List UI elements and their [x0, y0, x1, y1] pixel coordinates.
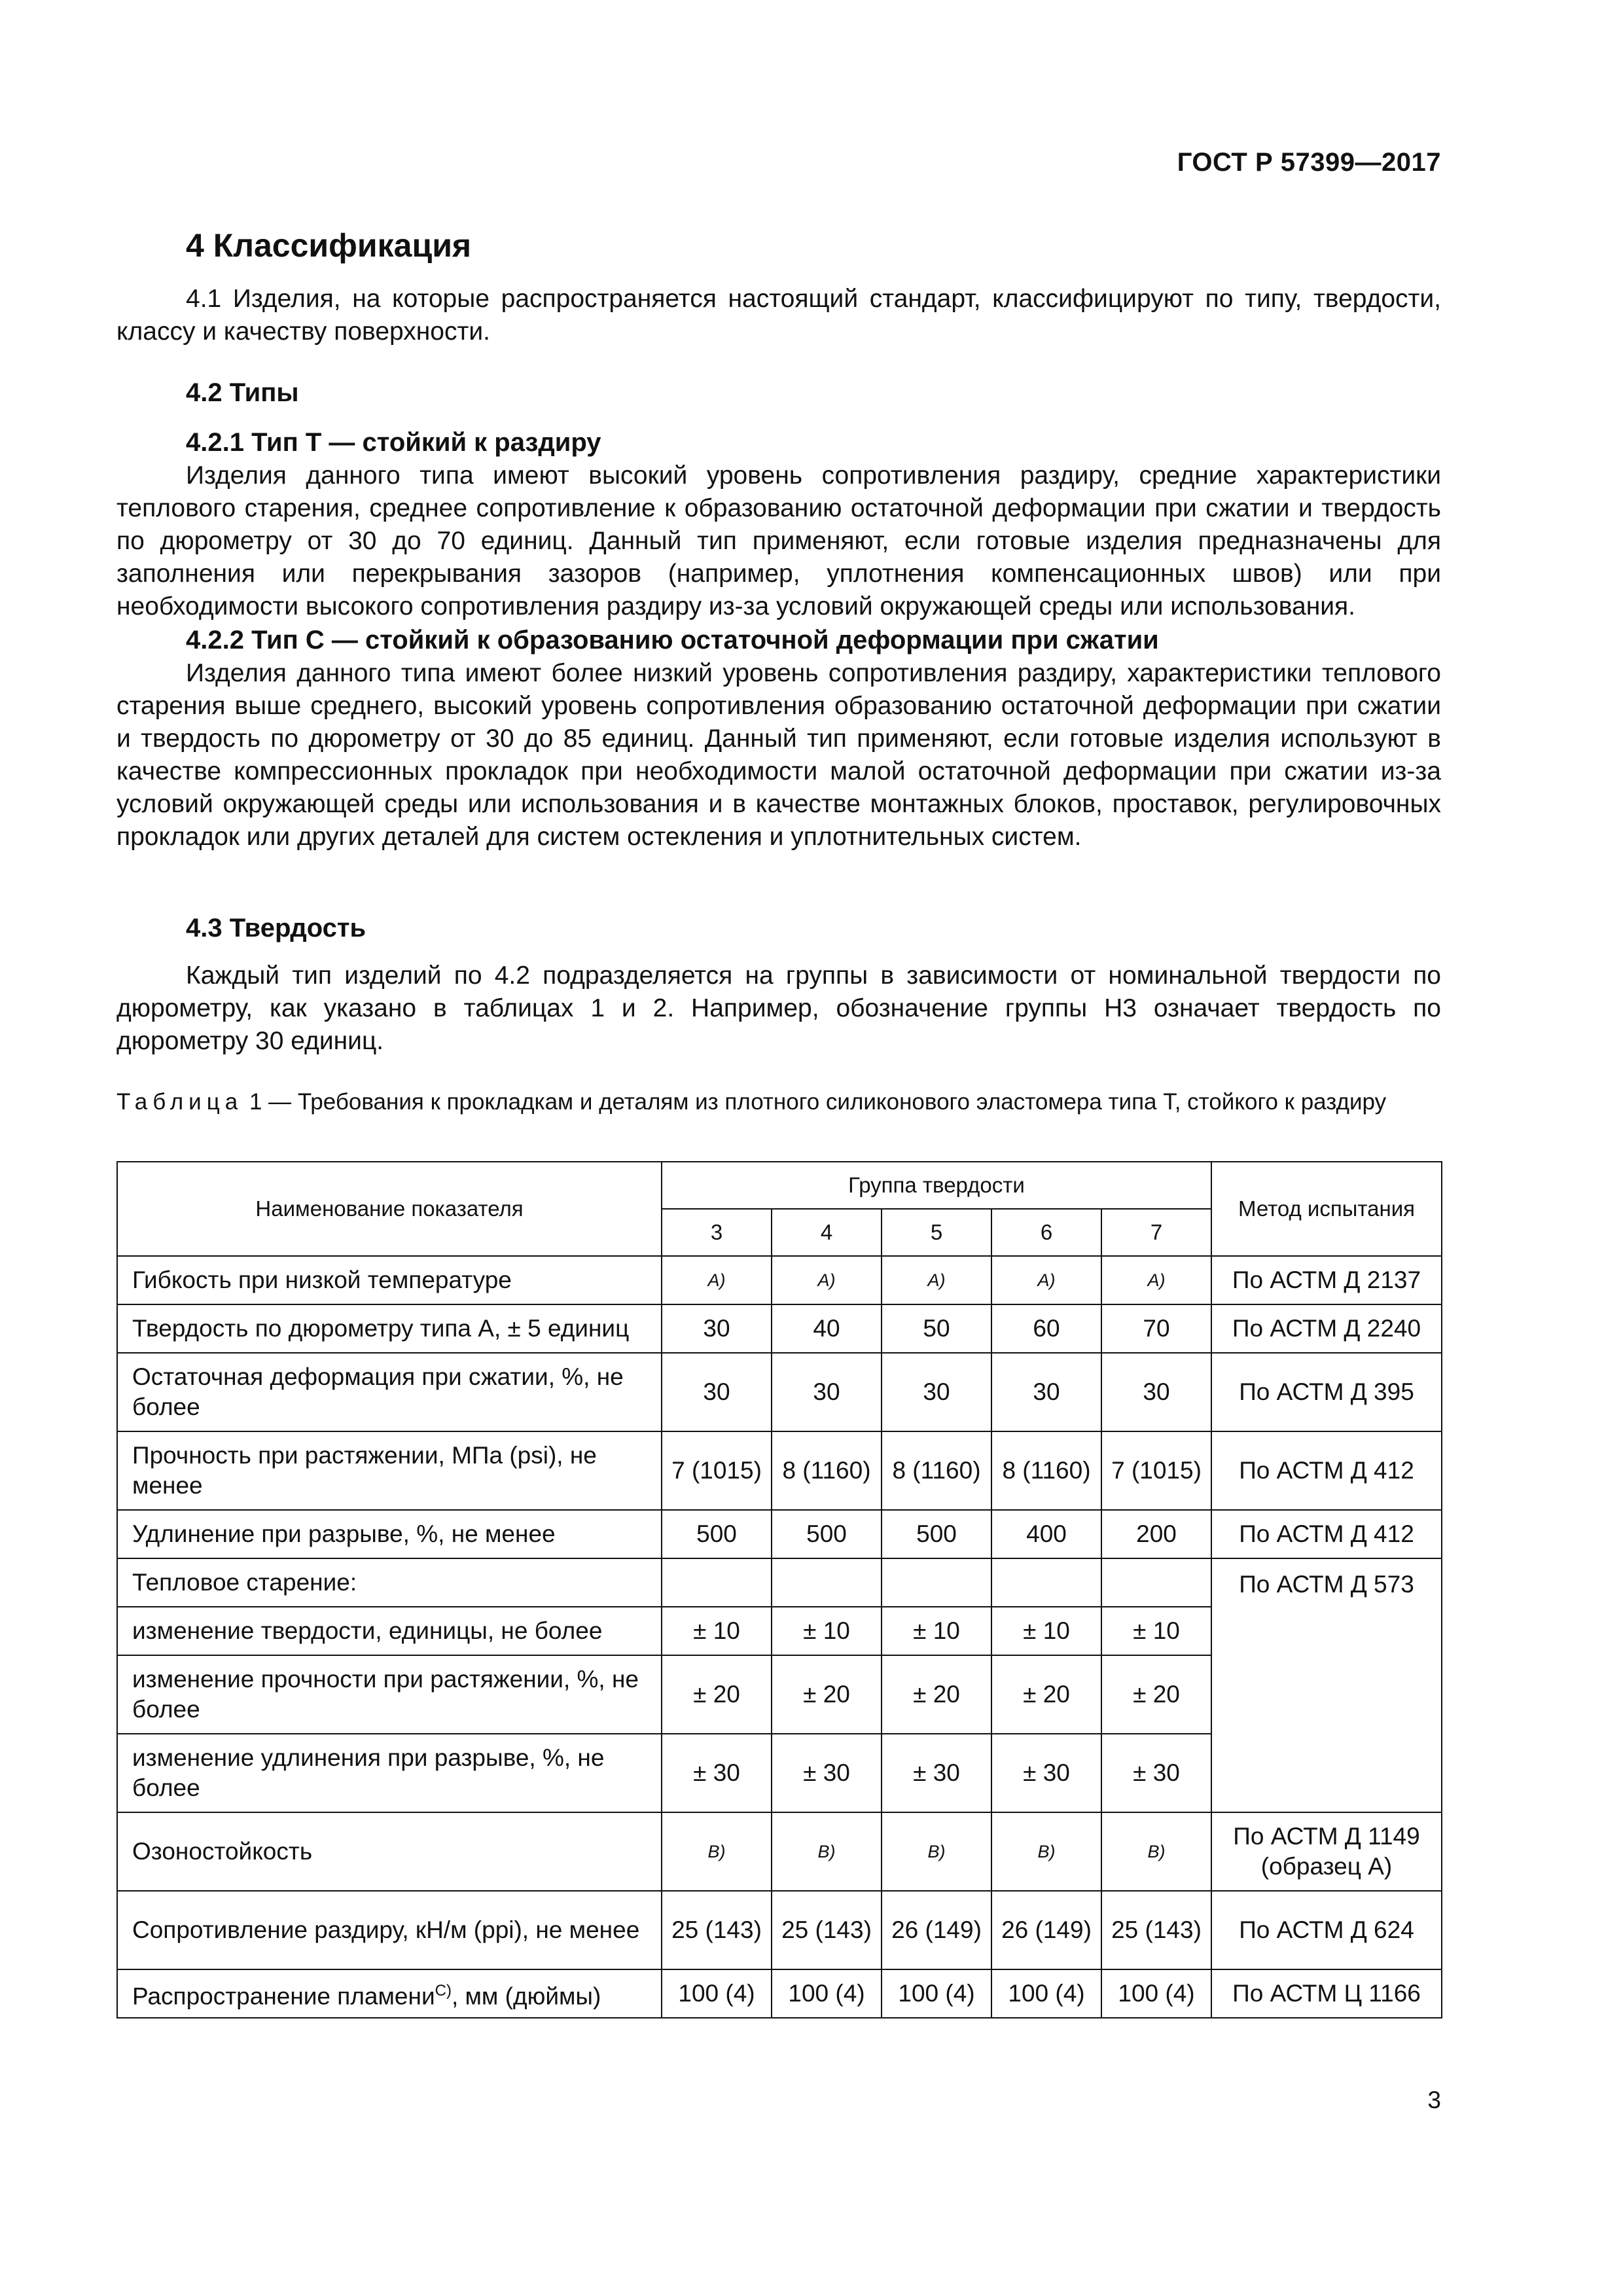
- row-value: ± 20: [772, 1655, 882, 1734]
- paragraph-4-2-1: [116, 459, 1441, 623]
- paragraph-4-2-2-text: Изделия данного типа имеют более низкий уровень сопротивления раздиру, характеристики теплового старения выше среднего, высокий уровень сопротивления образованию остаточной деформации при сжатии и твердость по дюрометру от 30 до 85 единиц. Данный тип применяют, если готовые изделия используют в качестве компрессионных прокладок при необходимости малой остаточной деформации при сжатии из-за условий окружающей среды или использования и в качестве монтажных блоков, проставок, регулировочных прокладок или других деталей для систем остекления и уплотнительных систем.: [116, 659, 1441, 851]
- table-row: [117, 1891, 1442, 1969]
- header-method: Метод испытания: [1211, 1162, 1442, 1256]
- row-name: Удлинение при разрыве, %, не менее: [117, 1510, 662, 1558]
- row-value: ± 30: [772, 1734, 882, 1812]
- paragraph-4-1-text: 4.1 Изделия, на которые распространяется настоящий стандарт, классифицируют по типу, твердости, классу и качеству поверхности.: [116, 285, 1441, 346]
- row-value: ± 30: [662, 1734, 772, 1812]
- paragraph-4-3-text: Каждый тип изделий по 4.2 подразделяется на группы в зависимости от номинальной твердости по дюрометру, как указано в таблицах 1 и 2. Например, обозначение группы Н3 означает твердость по дюрометру 30 единиц.: [116, 961, 1441, 1055]
- row-value: В): [772, 1812, 882, 1891]
- table-caption-text: 1 — Требования к прокладкам и деталям из плотного силиконового эластомера типа Т, стойкого к раздиру: [249, 1089, 1387, 1115]
- page-number: 3: [1427, 2087, 1441, 2113]
- table-caption: [116, 1086, 1441, 1118]
- section-title: 4 Классификация: [186, 227, 472, 264]
- row-value: А): [1101, 1256, 1211, 1304]
- row-value: А): [882, 1256, 991, 1304]
- heat-title: Тепловое старение:: [117, 1558, 662, 1607]
- row-value: 500: [662, 1510, 772, 1558]
- row-value: ± 10: [1101, 1607, 1211, 1655]
- paragraph-4-2-1-text: Изделия данного типа имеют высокий уровень сопротивления раздиру, средние характеристики теплового старения, среднее сопротивление к образованию остаточной деформации при сжатии и твердость по дюрометру от 30 до 70 единиц. Данный тип применяют, если готовые изделия предназначены для заполнения или перекрывания зазоров (например, уплотнения компенсационных швов) или при необходимости высокого сопротивления раздиру из-за условий окружающей среды или использования.: [116, 461, 1441, 620]
- row-value: В): [662, 1812, 772, 1891]
- paragraph-4-2-2: [116, 657, 1441, 853]
- row-value: В): [991, 1812, 1101, 1891]
- header-name: Наименование показателя: [117, 1162, 662, 1256]
- row-value: А): [772, 1256, 882, 1304]
- row-value: ± 20: [991, 1655, 1101, 1734]
- row-value: 100 (4): [882, 1969, 991, 2018]
- row-value: В): [1101, 1812, 1211, 1891]
- header-group: Группа твердости: [662, 1162, 1211, 1209]
- row-method: По АСТМ Д 1149 (образец А): [1211, 1812, 1442, 1891]
- row-value: 100 (4): [1101, 1969, 1211, 2018]
- row-value: 26 (149): [882, 1891, 991, 1969]
- row-value: ± 10: [772, 1607, 882, 1655]
- paragraph-4-3: [116, 960, 1441, 1058]
- header-group-6: 6: [991, 1209, 1101, 1256]
- row-name: Прочность при растяжении, МПа (psi), не менее: [117, 1431, 662, 1510]
- row-method: По АСТМ Д 624: [1211, 1891, 1442, 1969]
- table-row: [117, 1431, 1442, 1510]
- header-group-4: 4: [772, 1209, 882, 1256]
- row-value: ± 30: [882, 1734, 991, 1812]
- row-name: Твердость по дюрометру типа А, ± 5 единиц: [117, 1304, 662, 1353]
- row-method: По АСТМ Д 2137: [1211, 1256, 1442, 1304]
- row-value: 500: [882, 1510, 991, 1558]
- table-row-heat-title: [117, 1558, 1442, 1607]
- table-row: [117, 1353, 1442, 1431]
- heat-method: По АСТМ Д 573: [1211, 1558, 1442, 1812]
- row-value: 200: [1101, 1510, 1211, 1558]
- row-value: 7 (1015): [662, 1431, 772, 1510]
- row-value: ± 20: [882, 1655, 991, 1734]
- row-value: В): [882, 1812, 991, 1891]
- row-value: 30: [1101, 1353, 1211, 1431]
- row-value: 8 (1160): [991, 1431, 1101, 1510]
- row-value: 100 (4): [772, 1969, 882, 2018]
- row-value: 100 (4): [662, 1969, 772, 2018]
- table-caption-label: Таблица: [116, 1089, 243, 1115]
- table-row: [117, 1510, 1442, 1558]
- header-group-5: 5: [882, 1209, 991, 1256]
- row-name: Остаточная деформация при сжатии, %, не более: [117, 1353, 662, 1431]
- flame-name-post: , мм (дюймы): [451, 1982, 601, 2010]
- row-name: Гибкость при низкой температуре: [117, 1256, 662, 1304]
- document-code: ГОСТ Р 57399—2017: [1177, 148, 1441, 177]
- row-value: 50: [882, 1304, 991, 1353]
- row-value: 40: [772, 1304, 882, 1353]
- heading-4-3: 4.3 Твердость: [186, 914, 366, 942]
- row-value: 30: [772, 1353, 882, 1431]
- specification-table: [116, 1161, 1442, 2018]
- row-value: 70: [1101, 1304, 1211, 1353]
- heading-4-2-2: 4.2.2 Тип С — стойкий к образованию остаточной деформации при сжатии: [186, 626, 1159, 655]
- row-value: 30: [662, 1353, 772, 1431]
- row-value: 400: [991, 1510, 1101, 1558]
- row-value: ± 10: [991, 1607, 1101, 1655]
- header-group-3: 3: [662, 1209, 772, 1256]
- row-value: ± 10: [662, 1607, 772, 1655]
- row-value: ± 30: [1101, 1734, 1211, 1812]
- heading-4-2: 4.2 Типы: [186, 378, 299, 407]
- row-value: 30: [882, 1353, 991, 1431]
- row-value: ± 10: [882, 1607, 991, 1655]
- row-value: 7 (1015): [1101, 1431, 1211, 1510]
- row-name: изменение твердости, единицы, не более: [117, 1607, 662, 1655]
- flame-footnote: С): [435, 1981, 452, 2000]
- row-value: 25 (143): [772, 1891, 882, 1969]
- header-group-7: 7: [1101, 1209, 1211, 1256]
- row-method: По АСТМ Д 395: [1211, 1353, 1442, 1431]
- row-name: изменение прочности при растяжении, %, не более: [117, 1655, 662, 1734]
- heading-4-2-1: 4.2.1 Тип Т — стойкий к раздиру: [186, 428, 601, 457]
- table-row: [117, 1304, 1442, 1353]
- row-value: 26 (149): [991, 1891, 1101, 1969]
- row-value: 100 (4): [991, 1969, 1101, 2018]
- table-row: [117, 1969, 1442, 2018]
- row-value: ± 20: [662, 1655, 772, 1734]
- row-value: 8 (1160): [772, 1431, 882, 1510]
- row-method: По АСТМ Д 412: [1211, 1431, 1442, 1510]
- row-value: 500: [772, 1510, 882, 1558]
- row-name: [117, 1969, 662, 2018]
- row-value: 25 (143): [1101, 1891, 1211, 1969]
- row-name: изменение удлинения при разрыве, %, не более: [117, 1734, 662, 1812]
- row-name: Сопротивление раздиру, кН/м (ppi), не менее: [117, 1891, 662, 1969]
- row-name: Озоностойкость: [117, 1812, 662, 1891]
- row-value: А): [662, 1256, 772, 1304]
- row-value: 30: [991, 1353, 1101, 1431]
- row-value: 30: [662, 1304, 772, 1353]
- table-row: [117, 1812, 1442, 1891]
- row-value: 25 (143): [662, 1891, 772, 1969]
- row-value: 60: [991, 1304, 1101, 1353]
- row-method: По АСТМ Д 2240: [1211, 1304, 1442, 1353]
- row-value: А): [991, 1256, 1101, 1304]
- flame-name-pre: Распространение пламени: [132, 1982, 435, 2010]
- row-value: 8 (1160): [882, 1431, 991, 1510]
- row-value: ± 30: [991, 1734, 1101, 1812]
- row-method: По АСТМ Д 412: [1211, 1510, 1442, 1558]
- paragraph-4-1: [116, 283, 1441, 348]
- row-method: По АСТМ Ц 1166: [1211, 1969, 1442, 2018]
- row-value: ± 20: [1101, 1655, 1211, 1734]
- table-row: [117, 1256, 1442, 1304]
